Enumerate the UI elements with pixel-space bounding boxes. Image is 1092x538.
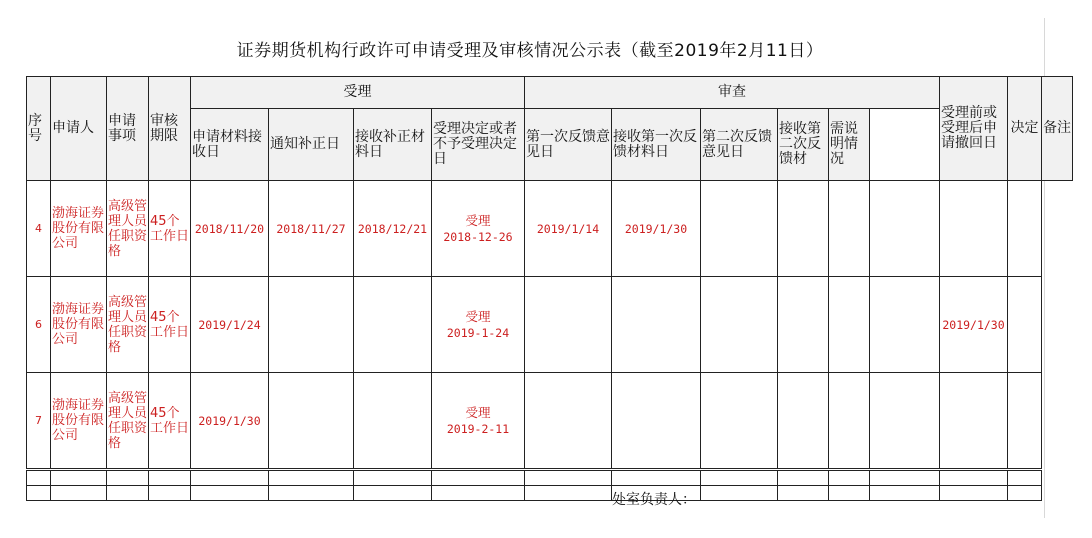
cell-remark [1008, 373, 1042, 469]
cell-matter: 高级管理人员任职资格 [107, 373, 149, 469]
decision-label: 受理 [465, 308, 491, 324]
table-row [27, 277, 1073, 373]
cell-seq: 7 [27, 373, 51, 469]
cell-seq: 6 [27, 277, 51, 373]
cell-decision-accept [432, 373, 525, 469]
header-remark: 备注 [1042, 77, 1073, 181]
header-period: 审核期限 [149, 77, 191, 181]
header-group-review: 审查 [525, 77, 940, 109]
decision-label: 受理 [465, 404, 491, 420]
cell-remark [1008, 277, 1042, 373]
decision-date: 2019-2-11 [446, 421, 510, 436]
cell-decision-accept [432, 181, 525, 277]
cell-accept-date: 2019/1/30 [191, 373, 269, 469]
header-decision: 决定 [1008, 77, 1042, 181]
cell-second-feedback [701, 277, 778, 373]
cell-first-receive [612, 277, 701, 373]
cell-notify-date [269, 373, 354, 469]
cell-first-feedback [525, 373, 612, 469]
header-withdraw: 受理前或受理后申请撤回日 [940, 77, 1008, 181]
cell-first-feedback: 2019/1/14 [525, 181, 612, 277]
cell-receive-supp: 2018/12/21 [354, 181, 432, 277]
cell-remark [1008, 181, 1042, 277]
cell-period: 45个工作日 [149, 181, 191, 277]
cell-decision: 2019/1/30 [940, 277, 1008, 373]
cell-notify-date: 2018/11/27 [269, 181, 354, 277]
header-second-receive: 接收第二次反馈材 [778, 109, 829, 181]
cell-second-receive [778, 373, 829, 469]
cell-decision-accept [432, 277, 525, 373]
cell-first-receive [612, 373, 701, 469]
decision-date: 2018-12-26 [443, 229, 513, 244]
cell-period: 45个工作日 [149, 277, 191, 373]
cell-accept-date: 2019/1/24 [191, 277, 269, 373]
cell-applicant: 渤海证券股份有限公司 [51, 373, 107, 469]
decision-date: 2019-1-24 [446, 325, 510, 340]
header-notify-date: 通知补正日 [269, 109, 354, 181]
header-accept-date: 申请材料接收日 [191, 109, 269, 181]
cell-applicant: 渤海证券股份有限公司 [51, 181, 107, 277]
cell-matter: 高级管理人员任职资格 [107, 277, 149, 373]
cell-first-feedback [525, 277, 612, 373]
cell-second-receive [778, 277, 829, 373]
cell-decision [940, 181, 1008, 277]
header-second-feedback: 第二次反馈意见日 [701, 109, 778, 181]
cell-withdraw [870, 181, 940, 277]
cell-matter: 高级管理人员任职资格 [107, 181, 149, 277]
cell-notify-date [269, 277, 354, 373]
table-row [27, 181, 1073, 277]
header-need-explain: 需说明情况 [829, 109, 870, 181]
cell-accept-date: 2018/11/20 [191, 181, 269, 277]
cell-second-receive [778, 181, 829, 277]
cell-withdraw [870, 373, 940, 469]
table-row [27, 373, 1073, 469]
cell-need-explain [829, 181, 870, 277]
header-receive-supp: 接收补正材料日 [354, 109, 432, 181]
decision-label: 受理 [465, 212, 491, 228]
header-first-feedback: 第一次反馈意见日 [525, 109, 612, 181]
cell-need-explain [829, 373, 870, 469]
cell-receive-supp [354, 373, 432, 469]
cell-second-feedback [701, 181, 778, 277]
cell-receive-supp [354, 277, 432, 373]
header-first-receive: 接收第一次反馈材料日 [612, 109, 701, 181]
cell-applicant: 渤海证券股份有限公司 [51, 277, 107, 373]
approval-table [26, 76, 1073, 469]
sheet-empty-grid [26, 470, 1042, 501]
header-group-accept: 受理 [191, 77, 525, 109]
cell-seq: 4 [27, 181, 51, 277]
cell-second-feedback [701, 373, 778, 469]
header-decision-accept: 受理决定或者不予受理决定日 [432, 109, 525, 181]
cell-withdraw [870, 277, 940, 373]
page-title: 证券期货机构行政许可申请受理及审核情况公示表（截至2019年2月11日） [236, 41, 824, 61]
cell-period: 45个工作日 [149, 373, 191, 469]
header-seq: 序号 [27, 77, 51, 181]
header-matter: 申请事项 [107, 77, 149, 181]
cell-need-explain [829, 277, 870, 373]
cell-decision [940, 373, 1008, 469]
responsible-label: 处室负责人： [612, 492, 696, 508]
cell-first-receive: 2019/1/30 [612, 181, 701, 277]
header-applicant: 申请人 [51, 77, 107, 181]
